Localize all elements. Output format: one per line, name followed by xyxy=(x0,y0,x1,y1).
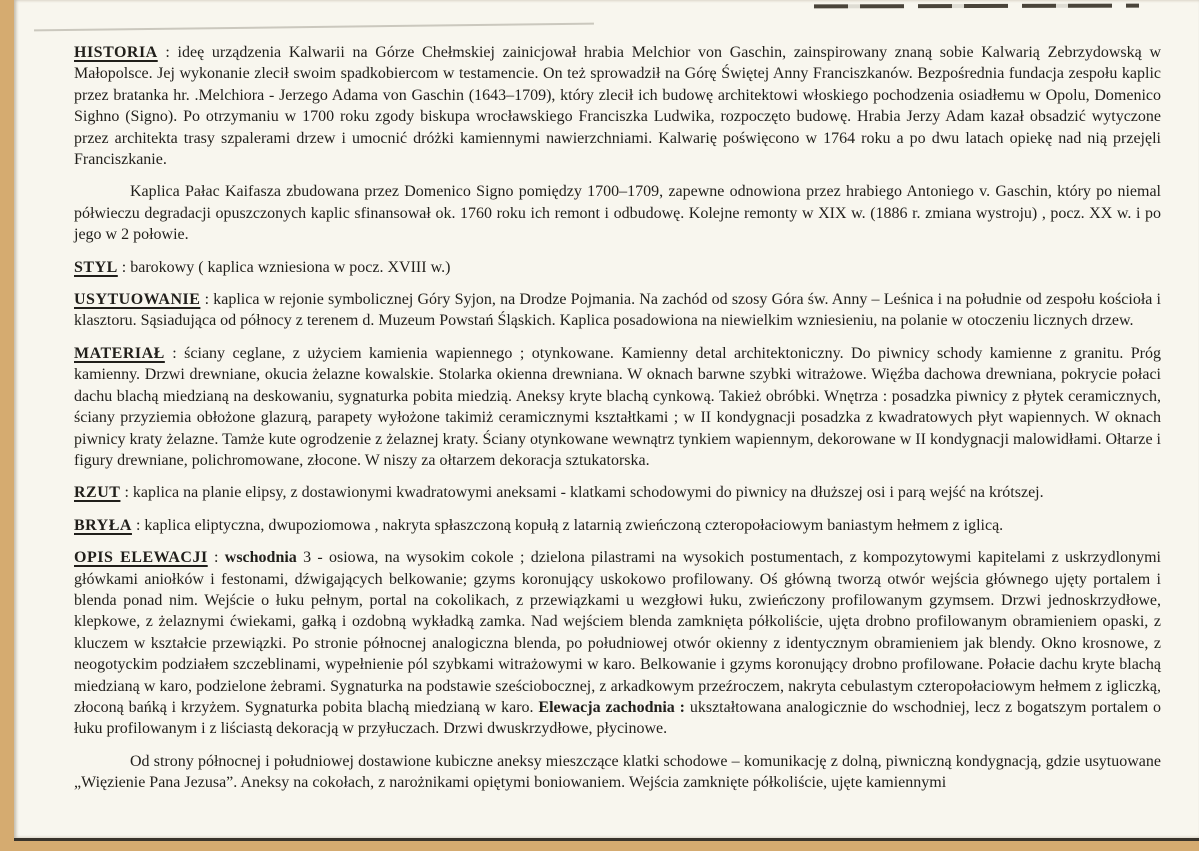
paragraph-rzut xyxy=(74,482,1161,503)
paragraph-usytuowanie xyxy=(74,289,1161,332)
paragraph-material xyxy=(74,343,1161,471)
text-run: ukształtowana analogicznie do wschodniej, lecz z bogatszym portalem o łuku profilowanym i z liściastą dekoracją w przyłuczach. Drzwi dwuskrzydłowe, płycinowe. xyxy=(74,698,1162,738)
section-heading: RZUT xyxy=(74,484,121,502)
text-run: : ściany ceglane, z użyciem kamienia wapiennego ; otynkowane. Kamienny detal architektoniczny. Do piwnicy schody kamienne z granitu. Próg kamienny. Drzwi drewniane, okucia żelazne kowalskie. Stolarka okienna drewniana. W oknach barwne szybki witrażowe. Więźba dachowa drewniana, pokrycie połaci dachu blachą miedzianą na deskowaniu, sygnaturka pobita miedzią. Aneksy kryte blachą cynkową. Takież obróbki. Wnętrza : posadzka piwnicy z płytek ceramicznych, ściany przyziemia obłożone glazurą, parapety wyłożone takimiż ceramicznymi kształtkami ; w II kondygnacji posadzka z kwadratowych płyt wapiennych. W oknach piwnicy kraty żelazne. Tamże kute ogrodzenie z żelaznej kraty. Ściany otynkowane wewnątrz tynkiem wapiennym, dekorowane w II kondygnacji malowidłami. Ołtarze i figury drewniane, polichromowane, złocone. W niszy za ołtarzem dekoracja sztukatorska. xyxy=(74,344,1161,469)
text-run: : kaplica na planie elipsy, z dostawionymi kwadratowymi aneksami - klatkami schodowymi do piwnicy na dłuższej osi i parą wejść na krótszej. xyxy=(120,484,1044,502)
section-heading: USYTUOWANIE xyxy=(74,291,201,309)
text-run: : kaplica w rejonie symbolicznej Góry Syjon, na Drodze Pojmania. Na zachód od szosy Góra św. Anny – Leśnica i na południe od zespołu kościoła i klasztoru. Sąsiadująca od północy z terenem d. Muzeum Powstań Śląskich. Kaplica posadowiona na niewielkim wzniesieniu, na polanie w otoczeniu licznych drzew. xyxy=(74,291,1161,330)
section-heading: BRYŁA xyxy=(74,516,132,534)
text-run: Elewacja zachodnia : xyxy=(538,698,685,716)
text-run: Kaplica Pałac Kaifasza zbudowana przez Domenico Signo pomiędzy 1700–1709, zapewne odnowiona przez hrabiego Antoniego v. Gaschin, który po niemal półwieczu degradacji opuszczonych kaplic sfinansował ok. 1760 roku ich remont i odbudowę. Kolejne remonty w XIX w. (1886 r. zmiana wystroju) , pocz. XX w. i po jego w 2 połowie. xyxy=(74,183,1161,244)
text-run: : xyxy=(207,549,225,567)
paragraph-styl xyxy=(74,257,1161,278)
section-heading: OPIS ELEWACJI xyxy=(74,549,208,567)
text-run: 3 - osiowa, na wysokim cokole ; dzielona pilastrami na wysokich postumentach, z kompozytowymi kapitelami z uskrzydlonymi główkami aniołków i festonami, dźwigających belkowanie; gzyms koronujący uskokowo profilowany. Oś główną tworzą otwór wejścia głównego ujęty portalem i blenda ponad nim. Wejście o łuku pełnym, portal na cokolikach, z przewiązkami u wezgłowi łuku, zwieńczony profilowanym gzymsem. Drzwi jednoskrzydłowe, klepkowe, z żelaznymi ćwiekami, gałką i ozdobną wykładką zamka. Nad wejściem blenda zamknięta półkoliście, ujęta drobno profilowanym obramieniem opaski, z kluczem w kształcie przewiązki. Po stronie północnej analogiczna blenda, po południowej otwór okienny z identycznym obramieniem jak blendy. Okno krosnowe, z neogotyckim podziałem szczeblinami, wypełnienie pól szybkami witrażowymi w karo. Belkowanie i gzyms koronujący drobno profilowane. Połacie dachu kryte blachą miedzianą w karo, podzielone żebrami. Sygnaturka na podstawie sześciobocznej, z arkadkowym przeźroczem, nakryta cebulastym czteropołaciowym hełmem z igliczką, złoconą bańką i krzyżem. Sygnaturka pobita blachą miedzianą w karo. xyxy=(74,549,1161,716)
paragraph-historia xyxy=(74,42,1161,170)
paper-crease xyxy=(34,23,594,32)
paragraph-kaplica-palac-kaifasza xyxy=(74,181,1161,245)
paper-sheet xyxy=(14,0,1199,841)
text-run: : barokowy ( kaplica wzniesiona w pocz. XVIII w.) xyxy=(117,258,451,276)
photocopy-edge-artifact xyxy=(814,4,1139,9)
section-heading: HISTORIA xyxy=(74,44,158,61)
text-run: wschodnia xyxy=(224,549,297,567)
document-text xyxy=(74,42,1161,805)
paragraph-bryla xyxy=(74,515,1161,536)
text-run: Od strony północnej i południowej dostawione kubiczne aneksy mieszczące klatki schodowe – komunikację z dolną, piwniczną kondygnacją, gdzie usytuowane „Więzienie Pana Jezusa”. Aneksy na cokołach, z narożnikami opiętymi boniowaniem. Wejścia zamknięte półkoliście, ujęte kamiennymi xyxy=(74,752,1161,792)
section-heading: MATERIAŁ xyxy=(74,344,165,362)
paragraph-opis-elewacji xyxy=(74,547,1161,740)
text-run: : kaplica eliptyczna, dwupoziomowa , nakryta spłaszczoną kopułą z latarnią zwieńczoną czteropołaciowym baniastym hełmem z iglicą. xyxy=(131,516,1004,534)
paragraph-aneksy xyxy=(74,751,1161,794)
section-heading: STYL xyxy=(74,258,118,276)
text-run: : ideę urządzenia Kalwarii na Górze Chełmskiej zainicjował hrabia Melchior von Gaschin, zainspirowany znaną sobie Kalwarią Zebrzydowską w Małopolsce. Jej wykonanie zlecił swoim spadkobiercom w testamencie. On też sprowadził na Górę Świętej Anny Franciszkanów. Bezpośrednia fundacja zespołu kaplic przez bratanka hr. .Melchiora - Jerzego Adama von Gaschin (1643–1709), który zlecił ich budowę architektowi włoskiego pochodzenia osiadłemu w Opolu, Domenico Sighno (Signo). Po otrzymaniu w 1700 roku zgody biskupa wrocławskiego Franciszka Ludwika, rozpoczęto budowę. Hrabia Jerzy Adam kazał obsadzić wytyczone przez architekta trasy szpalerami drzew i umocnić dróżki kamiennymi nawierzchniami. Kalwarię poświęcono w 1764 roku a po dwu latach opiekę nad nią przejęli Franciszkanie. xyxy=(74,44,1161,169)
